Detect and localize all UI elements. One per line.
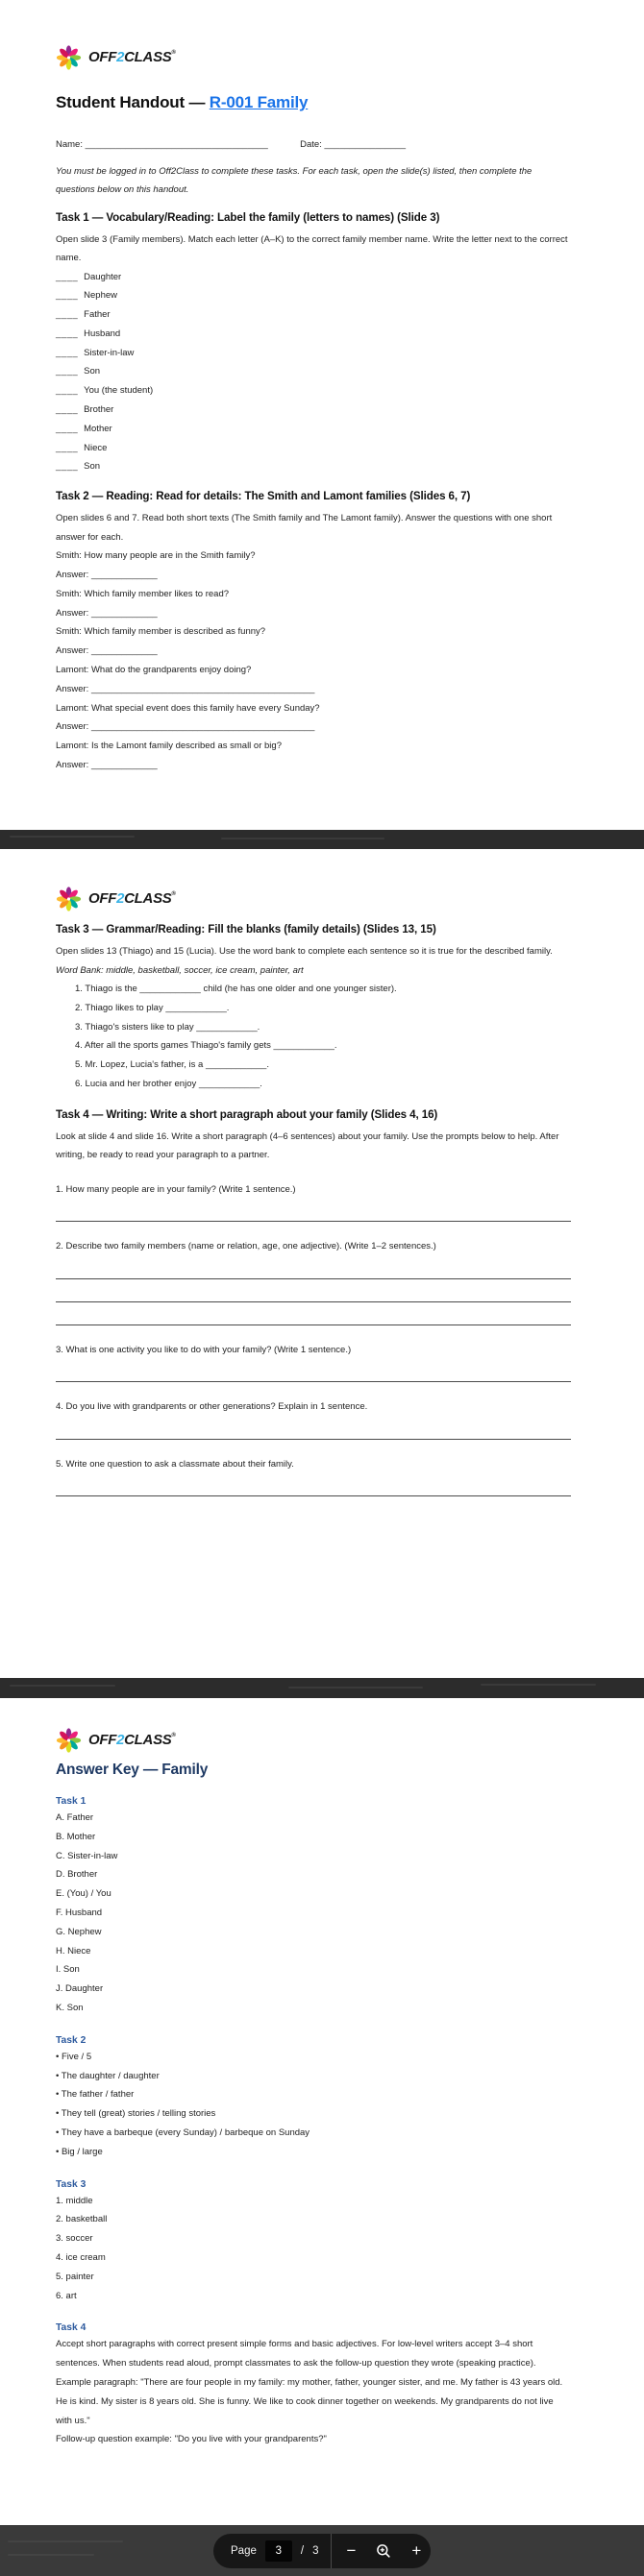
answer-key-task4-notes xyxy=(56,2335,571,2449)
task3-sentence: 6. Lucia and her brother enjoy ____________. xyxy=(75,1078,262,1089)
answer-key-item: D. Brother xyxy=(56,1869,98,1881)
answer-key-bullet: • Five / 5 xyxy=(56,2051,92,2062)
zoom-in-button[interactable]: + xyxy=(411,2541,422,2560)
answer-key-bullet: • They tell (great) stories / telling stories xyxy=(56,2108,216,2120)
answer-key-bullet: • The daughter / daughter xyxy=(56,2070,160,2081)
family-member-label: Sister-in-law xyxy=(84,347,135,358)
answer-key-bullet: • The father / father xyxy=(56,2089,135,2101)
writing-line xyxy=(56,1256,571,1279)
task1-item xyxy=(56,420,571,439)
family-member-label: Mother xyxy=(84,423,112,434)
task1-item xyxy=(56,439,571,458)
task1-match-list xyxy=(56,268,571,477)
task3-sentence: 3. Thiago's sisters like to play ____________. xyxy=(75,1021,260,1033)
writing-line xyxy=(56,1359,571,1382)
answer-key-item: 3. soccer xyxy=(56,2233,93,2245)
title-prefix: Student Handout — xyxy=(56,93,210,111)
task4-prompt: 2. Describe two family members (name or relation, age, one adjective). (Write 1–2 sentences.) xyxy=(56,1241,436,1252)
writing-line xyxy=(56,1302,571,1325)
family-member-label: Husband xyxy=(84,328,121,339)
page-2 xyxy=(0,849,644,1678)
task2-questions xyxy=(56,547,571,775)
login-note: You must be logged in to Off2Class to complete these tasks. For each task, open the slide(s) listed, then complete the questions below on this handout. xyxy=(56,165,533,195)
task3-sentence: 2. Thiago likes to play ____________. xyxy=(75,1002,230,1013)
answer-key-item: G. Nephew xyxy=(56,1926,102,1937)
writing-line xyxy=(56,1279,571,1302)
writing-line xyxy=(56,1199,571,1222)
task3-sentence-list xyxy=(75,980,571,1094)
letter-blank: ____ xyxy=(56,271,79,282)
letter-blank: ____ xyxy=(56,385,79,397)
task2-heading: Task 2 — Reading: Read for details: The Smith and Lamont families (Slides 6, 7) xyxy=(56,490,471,503)
letter-blank: ____ xyxy=(56,423,79,434)
letter-blank: ____ xyxy=(56,366,79,377)
answer-key-item: 4. ice cream xyxy=(56,2251,106,2263)
writing-line xyxy=(56,1473,571,1496)
family-member-label: Son xyxy=(84,366,101,377)
task1-item xyxy=(56,344,571,363)
name-label: Name: xyxy=(56,139,83,150)
task1-item xyxy=(56,362,571,381)
letter-blank: ____ xyxy=(56,461,79,473)
task4-writing-prompts xyxy=(56,1180,571,1497)
letter-blank: ____ xyxy=(56,404,79,416)
task1-item xyxy=(56,325,571,344)
page-1 xyxy=(0,0,644,830)
page-separator xyxy=(0,1678,644,1698)
zoom-group xyxy=(331,2534,438,2568)
answer-key-bullet: • Big / large xyxy=(56,2146,103,2157)
task4-heading: Task 4 — Writing: Write a short paragraph about your family (Slides 4, 16) xyxy=(56,1107,438,1121)
name-date-row xyxy=(56,135,571,155)
answer-key-task1-label: Task 1 xyxy=(56,1796,87,1807)
page-separator xyxy=(0,830,644,849)
task2-question: Smith: Which family member likes to read? xyxy=(56,588,230,599)
task1-item xyxy=(56,381,571,401)
off2class-logo xyxy=(56,1727,571,1753)
off2class-starburst-icon xyxy=(56,886,82,911)
task2-answer-line: Answer: _____________ xyxy=(56,645,158,657)
answer-key-item: 2. basketball xyxy=(56,2214,108,2225)
answer-key-task2-list xyxy=(56,2048,571,2162)
answer-key-task1-list xyxy=(56,1809,571,2018)
date-label: Date: xyxy=(300,139,322,150)
letter-blank: ____ xyxy=(56,442,79,453)
page-separator-slash: / xyxy=(300,2544,305,2557)
task4-prompt: 1. How many people are in your family? (Write 1 sentence.) xyxy=(56,1183,296,1195)
answer-key-item: I. Son xyxy=(56,1964,80,1976)
answer-key-task3-list xyxy=(56,2192,571,2306)
task3-sentence: 4. After all the sports games Thiago's family gets ____________. xyxy=(75,1040,337,1052)
task3-sentence: 1. Thiago is the ____________ child (he has one older and one younger sister). xyxy=(75,984,397,994)
answer-key-bullet: • They have a barbeque (every Sunday) / barbeque on Sunday xyxy=(56,2126,310,2138)
task3-heading: Task 3 — Grammar/Reading: Fill the blanks (family details) (Slides 13, 15) xyxy=(56,923,436,936)
page-label: Page xyxy=(231,2544,257,2557)
task2-answer-line: Answer: ____________________________________________ xyxy=(56,683,315,694)
task2-question: Lamont: What special event does this family have every Sunday? xyxy=(56,702,320,714)
task2-answer-line: Answer: _____________ xyxy=(56,607,158,619)
viewer-footer xyxy=(0,2525,644,2576)
answer-key-item: J. Daughter xyxy=(56,1983,104,1995)
task2-question: Smith: How many people are in the Smith family? xyxy=(56,550,256,562)
answer-key-item: 6. art xyxy=(56,2290,77,2301)
writing-line xyxy=(56,1417,571,1440)
off2class-starburst-icon xyxy=(56,44,82,70)
task4-prompt: 3. What is one activity you like to do with your family? (Write 1 sentence.) xyxy=(56,1344,352,1355)
answer-key-item: 1. middle xyxy=(56,2195,93,2206)
answer-key-item: E. (You) / You xyxy=(56,1888,111,1900)
letter-blank: ____ xyxy=(56,328,79,339)
off2class-logo xyxy=(56,44,571,70)
answer-key-paragraph: Follow-up question example: "Do you live with your grandparents?" xyxy=(56,2434,327,2445)
magnifier-plus-icon xyxy=(376,2543,391,2559)
off2class-wordmark: OFF2CLASS® xyxy=(88,49,176,65)
task1-item xyxy=(56,286,571,305)
letter-blank: ____ xyxy=(56,290,79,302)
zoom-reset-button[interactable] xyxy=(376,2543,391,2559)
task4-prompt: 5. Write one question to ask a classmate about their family. xyxy=(56,1458,294,1470)
page-total: 3 xyxy=(312,2544,319,2557)
answer-key-paragraph: Accept short paragraphs with correct present simple forms and basic adjectives. For low-level writers accept 3–4 short sentences. When students read aloud, prompt classmates to ask the follow-up question they wrote (speaking practice). xyxy=(56,2339,536,2369)
task2-question: Smith: Which family member is described as funny? xyxy=(56,626,266,638)
task2-intro: Open slides 6 and 7. Read both short texts (The Smith family and The Lamont family). Answer the questions with one short answer for each. xyxy=(56,513,553,543)
answer-key-paragraph: Example paragraph: "There are four people in my family: my mother, father, younger sister, and me. My father is 43 years old. He is kind. My sister is 8 years old. She is funny. We like to cook dinner together on weekends. My grandparents do not live with us." xyxy=(56,2376,563,2426)
task2-answer-line: Answer: ____________________________________________ xyxy=(56,721,315,733)
zoom-out-button[interactable]: − xyxy=(346,2541,357,2560)
task1-item xyxy=(56,268,571,287)
family-member-label: Son xyxy=(84,461,101,473)
off2class-wordmark: OFF2CLASS® xyxy=(88,1732,176,1748)
family-member-label: Father xyxy=(84,309,111,321)
letter-blank: ____ xyxy=(56,347,79,358)
page-3 xyxy=(0,1698,644,2525)
task2-answer-line: Answer: _____________ xyxy=(56,570,158,581)
task1-item xyxy=(56,401,571,420)
answer-key-item: B. Mother xyxy=(56,1831,96,1842)
answer-key-task3-label: Task 3 xyxy=(56,2178,87,2190)
task1-item xyxy=(56,457,571,476)
task4-intro: Look at slide 4 and slide 16. Write a short paragraph (4–6 sentences) about your family. Use the prompts below to help. After writing, be ready to read your paragraph to a partner. xyxy=(56,1130,559,1161)
answer-key-item: F. Husband xyxy=(56,1907,103,1918)
page-nav-group xyxy=(213,2534,331,2568)
answer-key-item: C. Sister-in-law xyxy=(56,1850,118,1861)
family-member-label: You (the student) xyxy=(84,385,154,397)
answer-key-item: K. Son xyxy=(56,2002,84,2013)
task1-item xyxy=(56,305,571,325)
task2-question: Lamont: What do the grandparents enjoy doing? xyxy=(56,665,252,676)
off2class-starburst-icon xyxy=(56,1727,82,1753)
task2-answer-line: Answer: _____________ xyxy=(56,760,158,771)
task2-question: Lamont: Is the Lamont family described as small or big? xyxy=(56,741,282,752)
lesson-link[interactable]: R-001 Family xyxy=(209,93,309,111)
task3-sentence: 5. Mr. Lopez, Lucia's father, is a ____________. xyxy=(75,1059,269,1071)
date-blank-line: ________________ xyxy=(324,139,407,150)
page-toolbar xyxy=(213,2534,431,2568)
family-member-label: Daughter xyxy=(84,271,122,282)
task3-intro: Open slides 13 (Thiago) and 15 (Lucia). Use the word bank to complete each sentence so it is true for the described family. xyxy=(56,946,553,957)
family-member-label: Niece xyxy=(84,442,108,453)
answer-key-item: 5. painter xyxy=(56,2271,94,2282)
letter-blank: ____ xyxy=(56,309,79,321)
answer-key-item: H. Niece xyxy=(56,1945,91,1956)
answer-key-task4-label: Task 4 xyxy=(56,2322,87,2334)
page-title xyxy=(56,93,571,112)
task4-prompt: 4. Do you live with grandparents or other generations? Explain in 1 sentence. xyxy=(56,1401,368,1413)
off2class-wordmark: OFF2CLASS® xyxy=(88,890,176,907)
task3-wordbank: Word Bank: middle, basketball, soccer, ice cream, painter, art xyxy=(56,964,304,976)
page-number-input[interactable]: 3 xyxy=(265,2540,292,2562)
answer-key-title: Answer Key — Family xyxy=(56,1762,209,1778)
off2class-logo xyxy=(56,886,571,911)
family-member-label: Brother xyxy=(84,404,114,416)
answer-key-item: A. Father xyxy=(56,1812,94,1823)
task1-heading: Task 1 — Vocabulary/Reading: Label the family (letters to names) (Slide 3) xyxy=(56,210,440,224)
answer-key-task2-label: Task 2 xyxy=(56,2034,87,2046)
family-member-label: Nephew xyxy=(84,290,117,302)
task1-intro: Open slide 3 (Family members). Match each letter (A–K) to the correct family member name. Write the letter next to the correct name. xyxy=(56,233,568,263)
name-blank-line: ____________________________________ xyxy=(85,139,268,150)
